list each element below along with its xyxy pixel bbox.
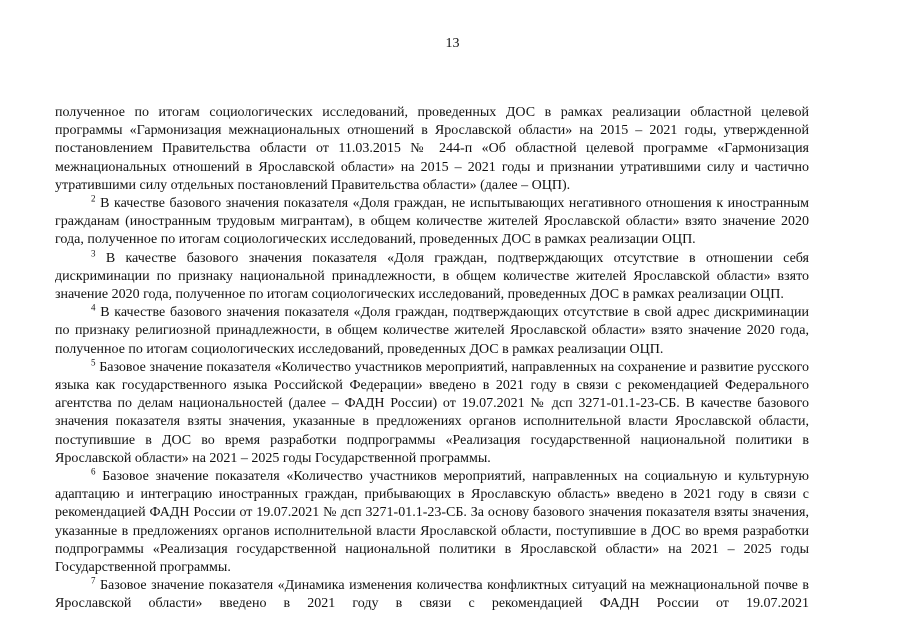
footnotes-text [55,104,809,614]
footnote-7 [55,577,809,613]
footnote-marker: 3 [91,247,96,258]
footnote-2 [55,195,809,250]
paragraph-text: В качестве базового значения показателя «Доля граждан, не испытывающих негативного отношения к иностранным гражданам (иностранным трудовым мигрантам), в общем количестве жителей Ярославской области» взято значение 2020 года, полученное по итогам социологических исследований, проведенных ДОС в рамках реализации ОЦП. [55,196,809,248]
footnote-marker: 2 [91,193,96,204]
footnote-marker: 6 [91,466,96,477]
footnote-6 [55,468,809,577]
footnote-marker: 5 [91,357,96,368]
footnote-continuation [55,104,809,195]
footnote-marker: 4 [91,302,96,313]
paragraph-text: Базовое значение показателя «Динамика изменения количества конфликтных ситуаций на межнациональной почве в Ярославской области» введено в 2021 году в связи с рекомендацией ФАДН России от 19.07.2021 [55,578,809,612]
footnote-5 [55,359,809,468]
page-number: 13 [445,36,460,51]
paragraph-text: В качестве базового значения показателя «Доля граждан, подтверждающих отсутствие в свой адрес дискриминации по признаку религиозной принадлежности, в общем количестве жителей Ярославской области» взято значение 2020 года, полученное по итогам социологических исследований, проведенных ДОС в рамках реализации ОЦП. [55,305,809,357]
paragraph-text: Базовое значение показателя «Количество участников мероприятий, направленных на социальную и культурную адаптацию и интеграцию иностранных граждан, прибывающих в Ярославскую область» введено в 2021 году в связи с рекомендацией ФАДН России от 19.07.2021 № дсп 3271-01.1-23-СБ. За основу базового значения показателя взяты значения, указанные в предложениях органов исполнительной власти Ярославской области, поступившие в ДОС во время разработки подпрограммы «Реализация государственной национальной политики в Ярославской области» на 2021 – 2025 годы Государственной программы. [55,469,809,576]
paragraph-text: В качестве базового значения показателя «Доля граждан, подтверждающих отсутствие в отношении себя дискриминации по признаку национальной принадлежности, в общем количестве жителей Ярославской области» взято значение 2020 года, полученное по итогам социологических исследований, проведенных ДОС в рамках реализации ОЦП. [55,250,809,303]
paragraph-text: полученное по итогам социологических исследований, проведенных ДОС в рамках реализации областной целевой программы «Гармонизация межнациональных отношений в Ярославской области» на 2015 – 2021 годы, утвержденной постановлением Правительства области от 11.03.2015 № 244-п «Об областной целевой программе «Гармонизация межнациональных отношений в Ярославской области» на 2015 – 2021 годы и признании утратившими силу и частично утратившими силу отдельных постановлений Правительства области» (далее – ОЦП). [55,105,809,193]
paragraph-text: Базовое значение показателя «Количество участников мероприятий, направленных на сохранение и развитие русского языка как государственного языка Российской Федерации» введено в 2021 году в связи с рекомендацией Федерального агентства по делам национальностей (далее – ФАДН России) от 19.07.2021 № дсп 3271-01.1-23-СБ. В качестве базового значения показателя взяты значения, указанные в предложениях органов исполнительной власти Ярославской области, поступившие в ДОС во время разработки подпрограммы «Реализация государственной национальной политики в Ярославской области» на 2021 – 2025 годы Государственной программы. [55,359,809,466]
footnote-4 [55,304,809,359]
footnote-3 [55,247,809,305]
footnote-marker: 7 [91,575,96,586]
